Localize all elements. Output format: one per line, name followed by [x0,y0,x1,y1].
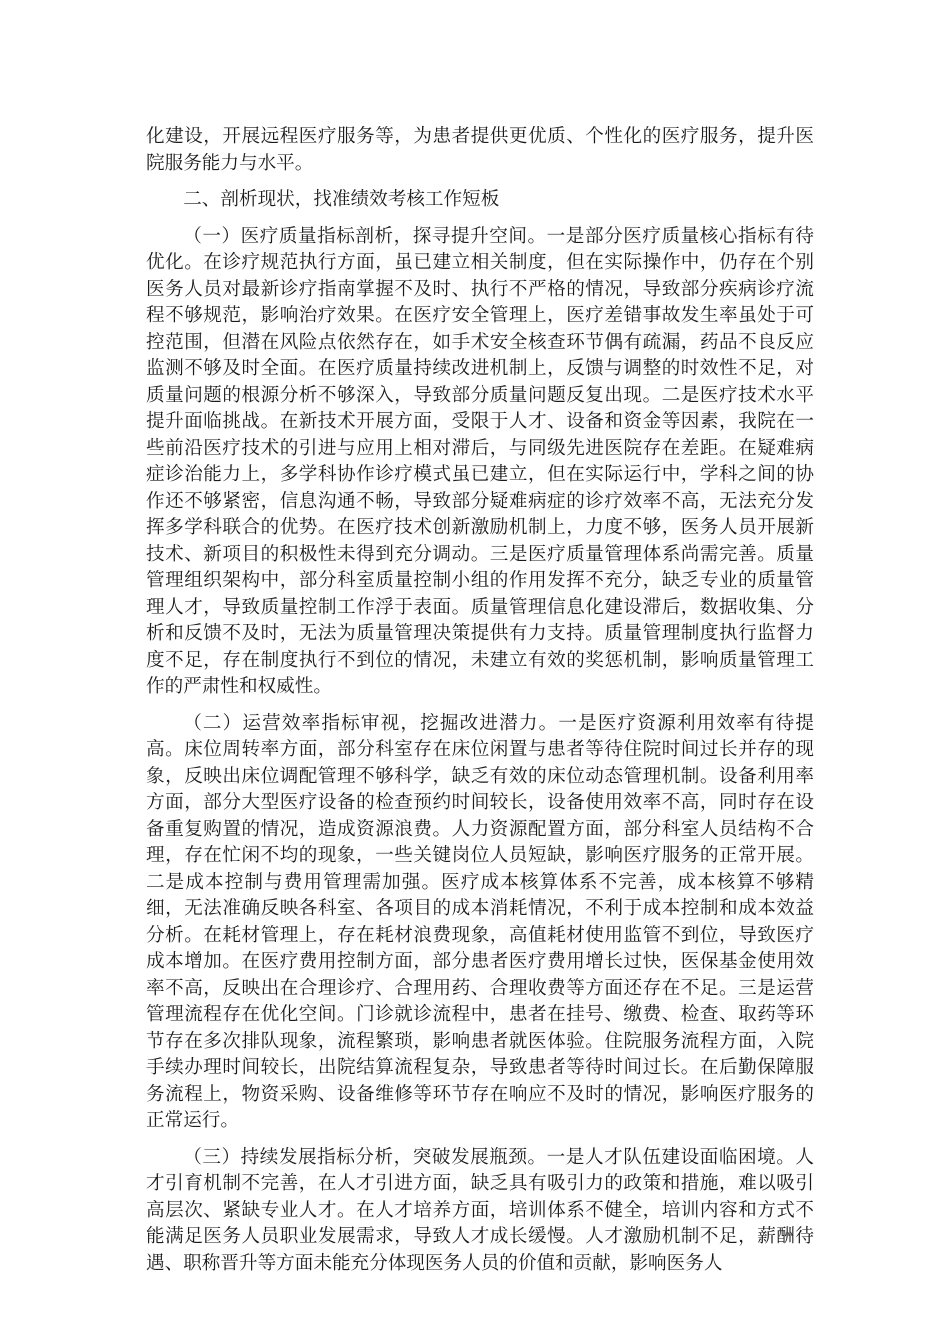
document-body [146,124,814,1277]
paragraph-quality: （一）医疗质量指标剖析，探寻提升空间。一是部分医疗质量核心指标有待优化。在诊疗规范执行方面，虽已建立相关制度，但在实际操作中，仍存在个别医务人员对最新诊疗指南掌握不及时、执行不严格的情况，导致部分疾病诊疗流程不够规范，影响治疗效果。在医疗安全管理上，医疗差错事故发生率虽处于可控范围，但潜在风险点依然存在，如手术安全核查环节偶有疏漏，药品不良反应监测不够及时全面。在医疗质量持续改进机制上，反馈与调整的时效性不足，对质量问题的根源分析不够深入，导致部分质量问题反复出现。二是医疗技术水平提升面临挑战。在新技术开展方面，受限于人才、设备和资金等因素，我院在一些前沿医疗技术的引进与应用上相对滞后，与同级先进医院存在差距。在疑难病症诊治能力上，多学科协作诊疗模式虽已建立，但在实际运行中，学科之间的协作还不够紧密，信息沟通不畅，导致部分疑难病症的诊疗效率不高，无法充分发挥多学科联合的优势。在医疗技术创新激励机制上，力度不够，医务人员开展新技术、新项目的积极性未得到充分调动。三是医疗质量管理体系尚需完善。质量管理组织架构中，部分科室质量控制小组的作用发挥不充分，缺乏专业的质量管理人才，导致质量控制工作浮于表面。质量管理信息化建设滞后，数据收集、分析和反馈不及时，无法为质量管理决策提供有力支持。质量管理制度执行监督力度不足，存在制度执行不到位的情况，未建立有效的奖惩机制，影响质量管理工作的严肃性和权威性。 [146,225,814,697]
paragraph-efficiency: （二）运营效率指标审视，挖掘改进潜力。一是医疗资源利用效率有待提高。床位周转率方面，部分科室存在床位闲置与患者等待住院时间过长并存的现象，反映出床位调配管理不够科学，缺乏有效的床位动态管理机制。设备利用率方面，部分大型医疗设备的检查预约时间较长，设备使用效率不高，同时存在设备重复购置的情况，造成资源浪费。人力资源配置方面，部分科室人员结构不合理，存在忙闲不均的现象，一些关键岗位人员短缺，影响医疗服务的正常开展。二是成本控制与费用管理需加强。医疗成本核算体系不完善，成本核算不够精细，无法准确反映各科室、各项目的成本消耗情况，不利于成本控制和成本效益分析。在耗材管理上，存在耗材浪费现象，高值耗材使用监管不到位，导致医疗成本增加。在医疗费用控制方面，部分患者医疗费用增长过快，医保基金使用效率不高，反映出在合理诊疗、合理用药、合理收费等方面还存在不足。三是运营管理流程存在优化空间。门诊就诊流程中，患者在挂号、缴费、检查、取药等环节存在多次排队现象，流程繁琐，影响患者就医体验。住院服务流程方面，入院手续办理时间较长，出院结算流程复杂，导致患者等待时间过长。在后勤保障服务流程上，物资采购、设备维修等环节存在响应不及时的情况，影响医疗服务的正常运行。 [146,712,814,1131]
section-heading: 二、剖析现状，找准绩效考核工作短板 [183,189,500,210]
continuation-paragraph: 化建设，开展远程医疗服务等，为患者提供更优质、个性化的医疗服务，提升医院服务能力与水平。 [146,126,814,174]
paragraph-development: （三）持续发展指标分析，突破发展瓶颈。一是人才队伍建设面临困境。人才引育机制不完善，在人才引进方面，缺乏具有吸引力的政策和措施，难以吸引高层次、紧缺专业人才。在人才培养方面，培训体系不健全，培训内容和方式不能满足医务人员职业发展需求，导致人才成长缓慢。人才激励机制不足，薪酬待遇、职称晋升等方面未能充分体现医务人员的价值和贡献，影响医务人 [146,1146,814,1274]
